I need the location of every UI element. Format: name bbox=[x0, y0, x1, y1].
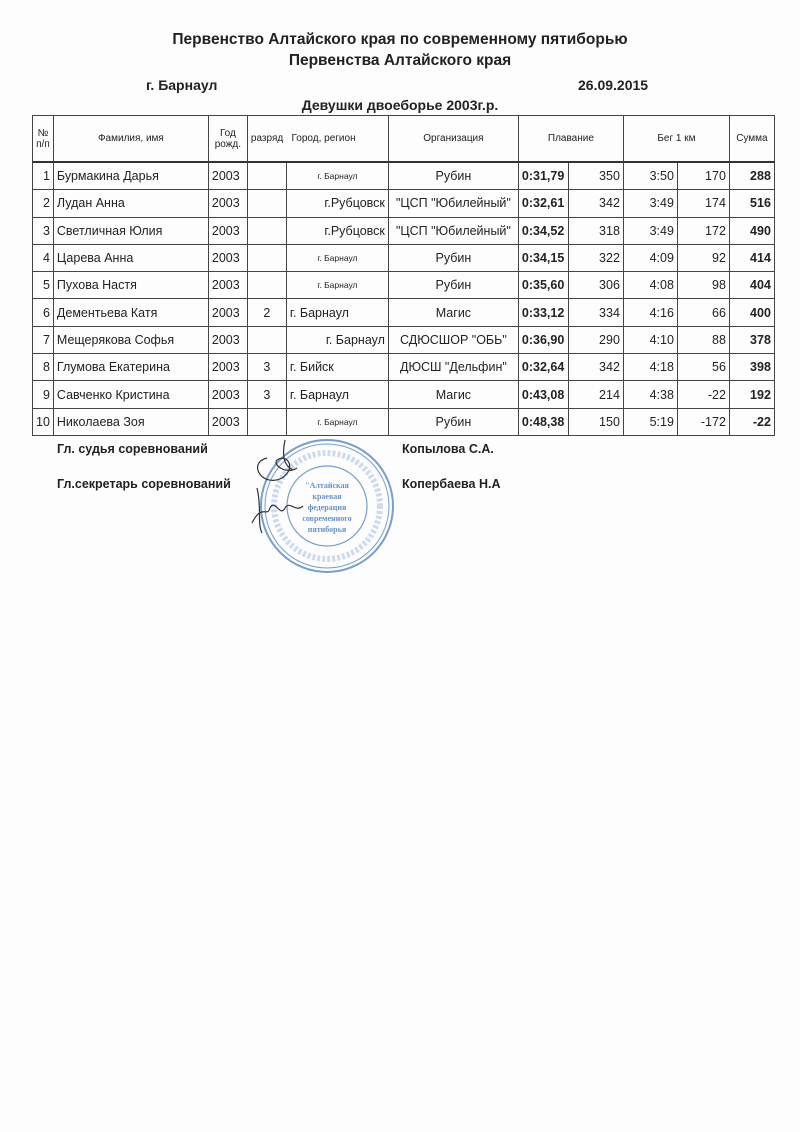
col-swim: Плавание bbox=[518, 116, 623, 163]
organization: "ЦСП "Юбилейный" bbox=[388, 190, 518, 217]
birth-year: 2003 bbox=[208, 354, 247, 381]
total-sum: -22 bbox=[729, 408, 774, 435]
row-number: 6 bbox=[33, 299, 54, 326]
col-city: Город, регион bbox=[291, 133, 356, 144]
run-points: 56 bbox=[677, 354, 729, 381]
table-row bbox=[33, 272, 775, 299]
svg-text:"Алтайская: "Алтайская bbox=[305, 481, 349, 490]
organization-stamp bbox=[247, 428, 407, 588]
document-subtitle: Первенства Алтайского края bbox=[288, 52, 512, 69]
swim-time: 0:33,12 bbox=[518, 299, 568, 326]
run-time: 4:38 bbox=[623, 381, 677, 408]
swim-time: 0:34,15 bbox=[518, 244, 568, 271]
rank bbox=[247, 190, 286, 217]
secretary-name: Копербаева Н.А bbox=[402, 477, 501, 491]
swim-points: 214 bbox=[568, 381, 623, 408]
rank bbox=[247, 217, 286, 244]
athlete-name: Дементьева Катя bbox=[53, 299, 208, 326]
run-points: 170 bbox=[677, 162, 729, 190]
swim-points: 150 bbox=[568, 408, 623, 435]
secretary-label: Гл.секретарь соревнований bbox=[57, 477, 231, 491]
city: г. Барнаул bbox=[286, 326, 388, 353]
swim-time: 0:48,38 bbox=[518, 408, 568, 435]
run-points: -22 bbox=[677, 381, 729, 408]
swim-points: 342 bbox=[568, 354, 623, 381]
swim-time: 0:31,79 bbox=[518, 162, 568, 190]
total-sum: 516 bbox=[729, 190, 774, 217]
total-sum: 414 bbox=[729, 244, 774, 271]
run-points: 172 bbox=[677, 217, 729, 244]
total-sum: 398 bbox=[729, 354, 774, 381]
total-sum: 400 bbox=[729, 299, 774, 326]
organization: Рубин bbox=[388, 272, 518, 299]
athlete-name: Мещерякова Софья bbox=[53, 326, 208, 353]
stamp-inner-text bbox=[302, 481, 351, 534]
total-sum: 378 bbox=[729, 326, 774, 353]
organization: Магис bbox=[388, 299, 518, 326]
run-time: 4:09 bbox=[623, 244, 677, 271]
swim-points: 306 bbox=[568, 272, 623, 299]
row-number: 8 bbox=[33, 354, 54, 381]
city: г.Рубцовск bbox=[286, 217, 388, 244]
rank bbox=[247, 162, 286, 190]
run-points: 98 bbox=[677, 272, 729, 299]
city: г.Рубцовск bbox=[286, 190, 388, 217]
organization: Магис bbox=[388, 381, 518, 408]
athlete-name: Пухова Настя bbox=[53, 272, 208, 299]
row-number: 10 bbox=[33, 408, 54, 435]
swim-time: 0:36,90 bbox=[518, 326, 568, 353]
run-points: 66 bbox=[677, 299, 729, 326]
birth-year: 2003 bbox=[208, 162, 247, 190]
run-points: 92 bbox=[677, 244, 729, 271]
col-sum: Сумма bbox=[729, 116, 774, 163]
col-name: Фамилия, имя bbox=[53, 116, 208, 163]
date: 26.09.2015 bbox=[578, 77, 649, 93]
row-number: 7 bbox=[33, 326, 54, 353]
athlete-name: Николаева Зоя bbox=[53, 408, 208, 435]
run-time: 4:18 bbox=[623, 354, 677, 381]
organization: Рубин bbox=[388, 408, 518, 435]
city: г. Барнаул bbox=[286, 272, 388, 299]
results-table bbox=[32, 115, 775, 436]
rank bbox=[247, 244, 286, 271]
svg-text:пятиборья: пятиборья bbox=[307, 525, 347, 534]
row-number: 3 bbox=[33, 217, 54, 244]
svg-text:краевая: краевая bbox=[312, 492, 342, 501]
birth-year: 2003 bbox=[208, 272, 247, 299]
row-number: 1 bbox=[33, 162, 54, 190]
birth-year: 2003 bbox=[208, 190, 247, 217]
col-org: Организация bbox=[388, 116, 518, 163]
judge-name: Копылова С.А. bbox=[402, 442, 494, 456]
table-row bbox=[33, 217, 775, 244]
col-run: Бег 1 км bbox=[623, 116, 729, 163]
table-row bbox=[33, 354, 775, 381]
birth-year: 2003 bbox=[208, 217, 247, 244]
swim-points: 334 bbox=[568, 299, 623, 326]
total-sum: 288 bbox=[729, 162, 774, 190]
birth-year: 2003 bbox=[208, 299, 247, 326]
row-number: 5 bbox=[33, 272, 54, 299]
svg-text:современного: современного bbox=[302, 514, 352, 523]
organization: Рубин bbox=[388, 162, 518, 190]
organization: СДЮСШОР "ОБЬ" bbox=[388, 326, 518, 353]
swim-points: 290 bbox=[568, 326, 623, 353]
rank: 3 bbox=[247, 354, 286, 381]
city: г. Барнаул bbox=[286, 299, 388, 326]
rank: 2 bbox=[247, 299, 286, 326]
city: г. Бийск bbox=[286, 354, 388, 381]
run-time: 3:49 bbox=[623, 217, 677, 244]
table-row bbox=[33, 299, 775, 326]
athlete-name: Лудан Анна bbox=[53, 190, 208, 217]
run-time: 5:19 bbox=[623, 408, 677, 435]
athlete-name: Бурмакина Дарья bbox=[53, 162, 208, 190]
rank: 3 bbox=[247, 381, 286, 408]
table-row bbox=[33, 244, 775, 271]
judge-label: Гл. судья соревнований bbox=[57, 442, 208, 456]
table-row bbox=[33, 326, 775, 353]
swim-time: 0:32,61 bbox=[518, 190, 568, 217]
swim-time: 0:34,52 bbox=[518, 217, 568, 244]
rank bbox=[247, 326, 286, 353]
athlete-name: Светличная Юлия bbox=[53, 217, 208, 244]
city: г. Барнаул bbox=[146, 77, 218, 93]
col-year: Год рожд. bbox=[208, 116, 247, 163]
total-sum: 404 bbox=[729, 272, 774, 299]
city: г. Барнаул bbox=[286, 381, 388, 408]
athlete-name: Царева Анна bbox=[53, 244, 208, 271]
athlete-name: Глумова Екатерина bbox=[53, 354, 208, 381]
col-rank-city bbox=[247, 116, 388, 163]
run-points: 174 bbox=[677, 190, 729, 217]
row-number: 2 bbox=[33, 190, 54, 217]
city: г. Барнаул bbox=[286, 244, 388, 271]
swim-time: 0:43,08 bbox=[518, 381, 568, 408]
table-row bbox=[33, 162, 775, 190]
birth-year: 2003 bbox=[208, 381, 247, 408]
col-rank: разряд bbox=[250, 133, 284, 144]
organization: "ЦСП "Юбилейный" bbox=[388, 217, 518, 244]
total-sum: 192 bbox=[729, 381, 774, 408]
run-time: 4:10 bbox=[623, 326, 677, 353]
table-row bbox=[33, 190, 775, 217]
swim-points: 350 bbox=[568, 162, 623, 190]
table-row bbox=[33, 381, 775, 408]
swim-points: 318 bbox=[568, 217, 623, 244]
swim-points: 342 bbox=[568, 190, 623, 217]
organization: Рубин bbox=[388, 244, 518, 271]
table-header-row bbox=[33, 116, 775, 163]
swim-time: 0:35,60 bbox=[518, 272, 568, 299]
city: г. Барнаул bbox=[286, 408, 388, 435]
birth-year: 2003 bbox=[208, 326, 247, 353]
svg-text:федерация: федерация bbox=[307, 503, 347, 512]
category: Девушки двоеборье 2003г.р. bbox=[301, 97, 499, 113]
run-time: 4:08 bbox=[623, 272, 677, 299]
athlete-name: Савченко Кристина bbox=[53, 381, 208, 408]
rank bbox=[247, 272, 286, 299]
row-number: 4 bbox=[33, 244, 54, 271]
col-number: № п/п bbox=[33, 116, 54, 163]
row-number: 9 bbox=[33, 381, 54, 408]
run-points: -172 bbox=[677, 408, 729, 435]
run-time: 3:49 bbox=[623, 190, 677, 217]
run-time: 4:16 bbox=[623, 299, 677, 326]
swim-points: 322 bbox=[568, 244, 623, 271]
total-sum: 490 bbox=[729, 217, 774, 244]
swim-time: 0:32,64 bbox=[518, 354, 568, 381]
run-points: 88 bbox=[677, 326, 729, 353]
birth-year: 2003 bbox=[208, 408, 247, 435]
document-title: Первенство Алтайского края по современному пятиборью bbox=[172, 31, 628, 48]
run-time: 3:50 bbox=[623, 162, 677, 190]
organization: ДЮСШ "Дельфин" bbox=[388, 354, 518, 381]
birth-year: 2003 bbox=[208, 244, 247, 271]
city: г. Барнаул bbox=[286, 162, 388, 190]
